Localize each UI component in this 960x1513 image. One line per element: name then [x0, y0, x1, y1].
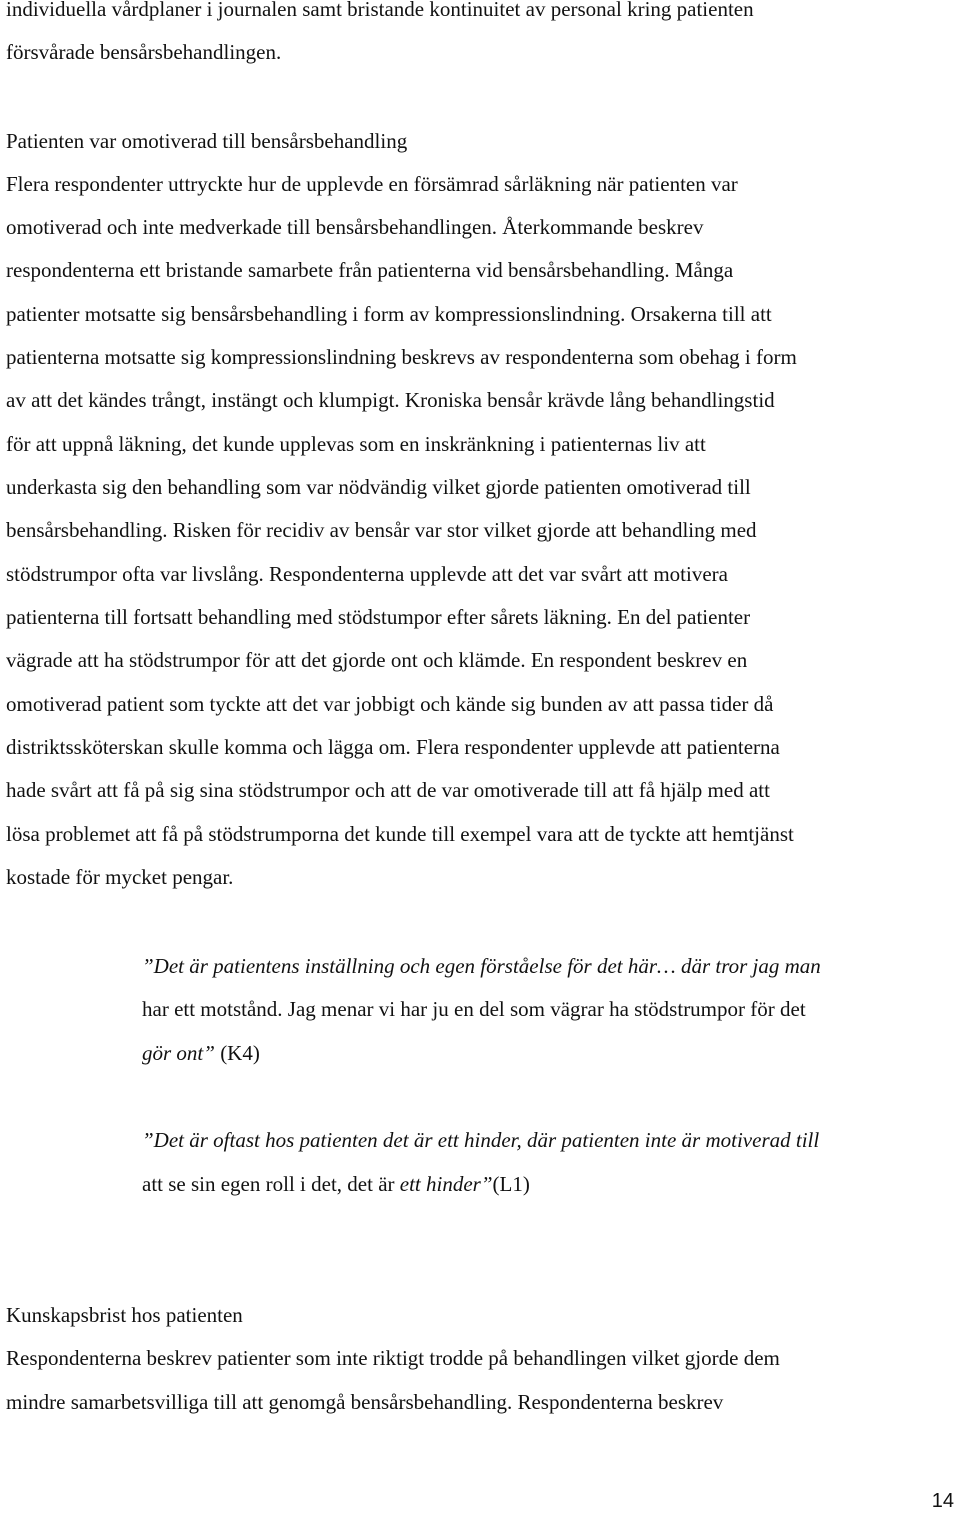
text-line: omotiverad patient som tyckte att det var jobbigt och kände sig bunden av att passa tider då — [6, 692, 774, 716]
text-line: patienterna till fortsatt behandling med stödstumpor efter sårets läkning. En del patienter — [6, 605, 751, 629]
text-line: distriktssköterskan skulle komma och lägga om. Flera respondenter upplevde att patienterna — [6, 735, 780, 759]
quote-italic-text: ett hinder” — [399, 1172, 493, 1196]
text-line: respondenterna ett bristande samarbete från patienterna vid bensårsbehandling. Många — [6, 258, 734, 282]
quote-line — [142, 1171, 530, 1197]
text-line: omotiverad och inte medverkade till bensårsbehandlingen. Återkommande beskrev — [6, 215, 704, 239]
text-line: för att uppnå läkning, det kunde upplevas som en inskränkning i patienternas liv att — [6, 432, 706, 456]
quote-reference: (L1) — [492, 1172, 530, 1196]
text-line: patienter motsatte sig bensårsbehandling i form av kompressionslindning. Orsakerna till att — [6, 302, 772, 326]
quote-line: ”Det är patientens inställning och egen förståelse för det här… där tror jag man — [142, 954, 821, 978]
text-line: lösa problemet att få på stödstrumporna det kunde till exempel vara att de tyckte att hemtjänst — [6, 822, 794, 846]
quote-line: ”Det är oftast hos patienten det är ett hinder, där patienten inte är motiverad till — [142, 1128, 820, 1152]
text-line: patienterna motsatte sig kompressionslindning beskrevs av respondenterna som obehag i form — [6, 345, 797, 369]
text-line: vägrade att ha stödstrumpor för att det gjorde ont och klämde. En respondent beskrev en — [6, 648, 748, 672]
text-line: hade svårt att få på sig sina stödstrumpor och att de var omotiverade till att få hjälp med att — [6, 778, 770, 802]
quote-line: har ett motstånd. Jag menar vi har ju en del som vägrar ha stödstrumpor för det — [142, 997, 806, 1021]
page-number: 14 — [931, 1490, 954, 1512]
text-line: kostade för mycket pengar. — [6, 865, 234, 889]
quote-text: att se sin egen roll i det, det är — [142, 1172, 400, 1196]
text-line: av att det kändes trångt, instängt och klumpigt. Kroniska bensår krävde lång behandlingstid — [6, 388, 775, 412]
text-line: underkasta sig den behandling som var nödvändig vilket gjorde patienten omotiverad till — [6, 475, 751, 499]
text-line: Respondenterna beskrev patienter som inte riktigt trodde på behandlingen vilket gjorde dem — [6, 1346, 780, 1370]
text-line: försvårade bensårsbehandlingen. — [6, 40, 282, 64]
text-line: individuella vårdplaner i journalen samt bristande kontinuitet av personal kring patienten — [6, 0, 754, 21]
text-line: Flera respondenter uttryckte hur de upplevde en försämrad sårläkning när patienten var — [6, 172, 738, 196]
quote-reference: (K4) — [214, 1041, 260, 1065]
text-line: mindre samarbetsvilliga till att genomgå bensårsbehandling. Respondenterna beskrev — [6, 1390, 724, 1414]
text-line: stödstrumpor ofta var livslång. Respondenterna upplevde att det var svårt att motivera — [6, 562, 728, 586]
section-heading: Patienten var omotiverad till bensårsbehandling — [6, 129, 408, 153]
quote-line — [142, 1040, 260, 1066]
text-line: bensårsbehandling. Risken för recidiv av bensår var stor vilket gjorde att behandling med — [6, 518, 757, 542]
section-heading: Kunskapsbrist hos patienten — [6, 1303, 243, 1327]
quote-italic-text: gör ont” — [142, 1041, 215, 1065]
